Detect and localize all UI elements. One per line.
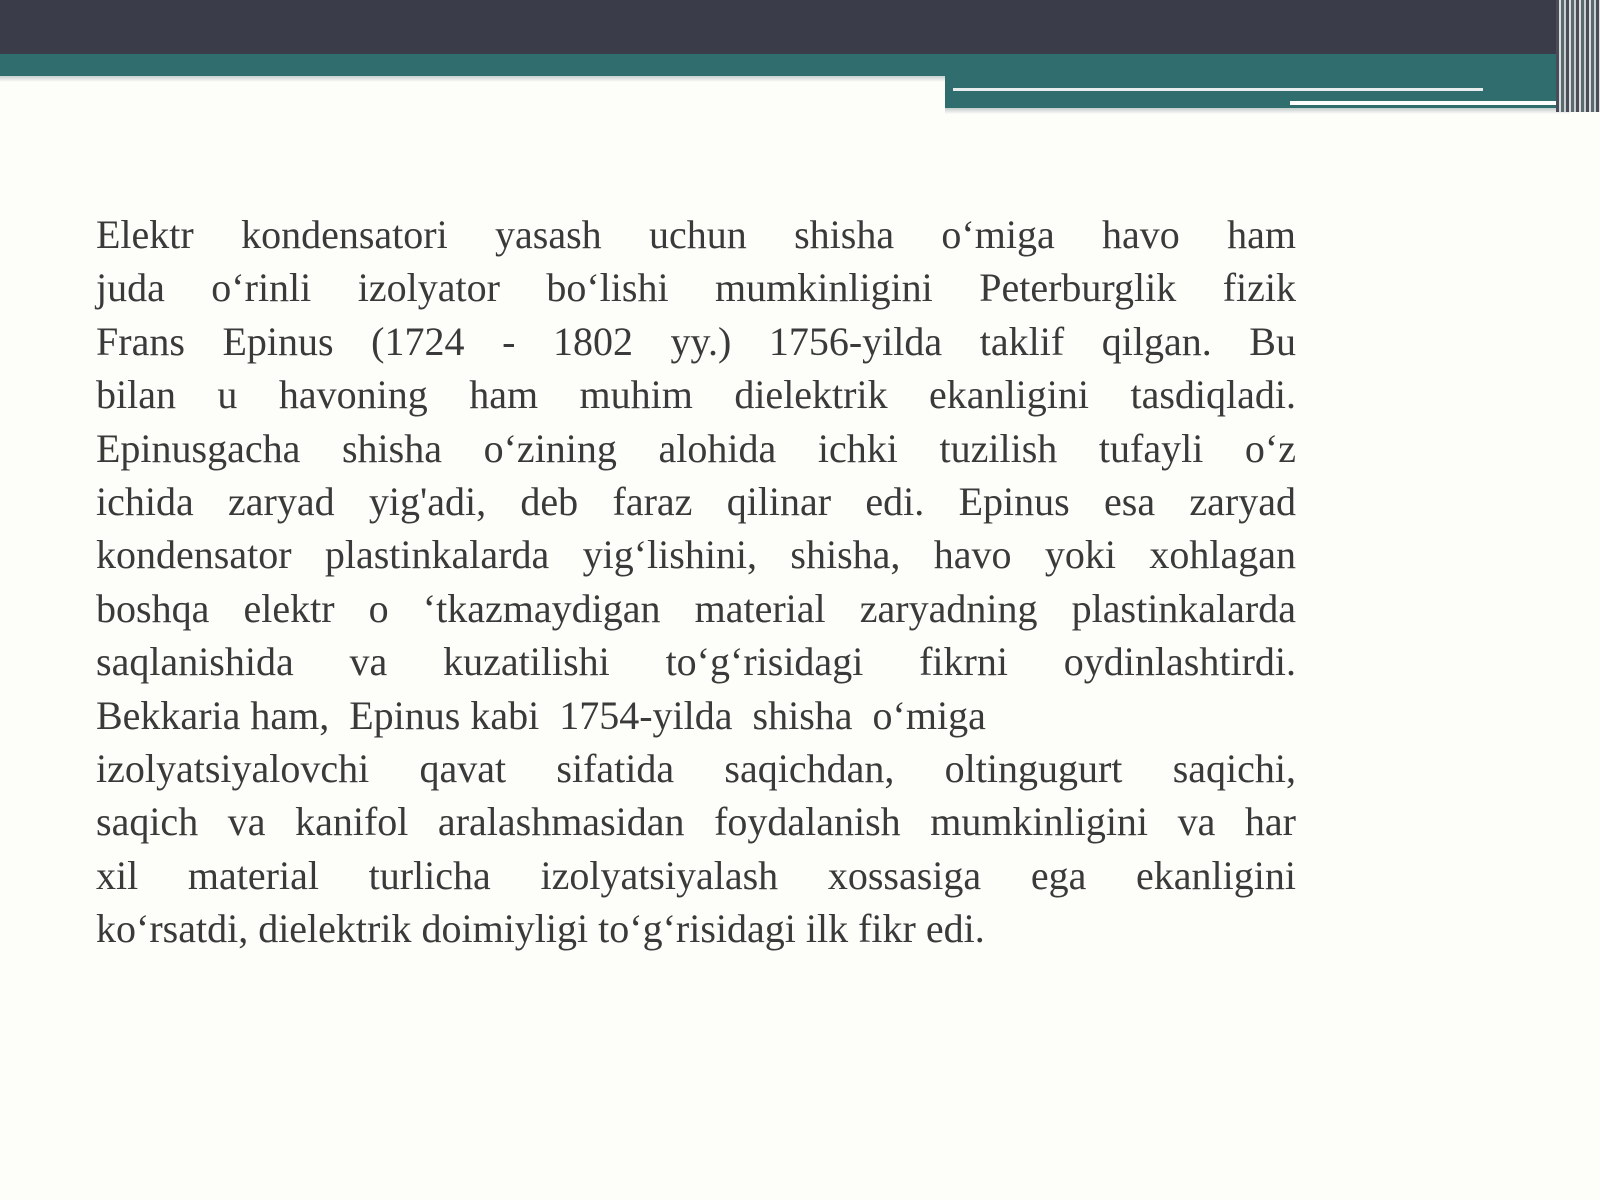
- text-line: kondensator plastinkalarda yig‘lishini, shisha, havo yoki xohlagan: [96, 532, 1296, 578]
- header-decorative-stripes: [1556, 0, 1600, 112]
- text-line: Bekkaria ham, Epinus kabi 1754-yilda shisha o‘miga: [96, 692, 986, 738]
- text-line: ichida zaryad yig'adi, deb faraz qilinar edi. Epinus esa zaryad: [96, 479, 1296, 525]
- text-line: saqlanishida va kuzatilishi to‘g‘risidagi fikrni oydinlashtirdi.: [96, 639, 1296, 685]
- header-accent-line-secondary: [1290, 101, 1568, 105]
- text-line: ko‘rsatdi, dielektrik doimiyligi to‘g‘risidagi ilk fikr edi.: [96, 906, 985, 952]
- text-line: saqich va kanifol aralashmasidan foydalanish mumkinligini va har: [96, 799, 1296, 845]
- text-line: boshqa elektr o ‘tkazmaydigan material zaryadning plastinkalarda: [96, 585, 1296, 631]
- header-accent-line: [953, 88, 1483, 91]
- header-dark-bar: [0, 0, 1600, 54]
- text-line: xil material turlicha izolyatsiyalash xossasiga ega ekanligini: [96, 852, 1296, 898]
- slide-body-text: [96, 208, 1296, 956]
- header-teal-band: [0, 54, 1570, 76]
- text-line: juda o‘rinli izolyator bo‘lishi mumkinligini Peterburglik fizik: [96, 265, 1296, 311]
- text-line: Frans Epinus (1724 - 1802 yy.) 1756-yilda taklif qilgan. Bu: [96, 318, 1296, 364]
- text-line: izolyatsiyalovchi qavat sifatida saqichdan, oltingugurt saqichi,: [96, 746, 1296, 792]
- text-line: Elektr kondensatori yasash uchun shisha o‘miga havo ham: [96, 212, 1296, 257]
- text-line: bilan u havoning ham muhim dielektrik ekanligini tasdiqladi.: [96, 372, 1296, 418]
- header-shadow: [945, 108, 1570, 114]
- text-line: Epinusgacha shisha o‘zining alohida ichki tuzilish tufayli o‘z: [96, 425, 1296, 471]
